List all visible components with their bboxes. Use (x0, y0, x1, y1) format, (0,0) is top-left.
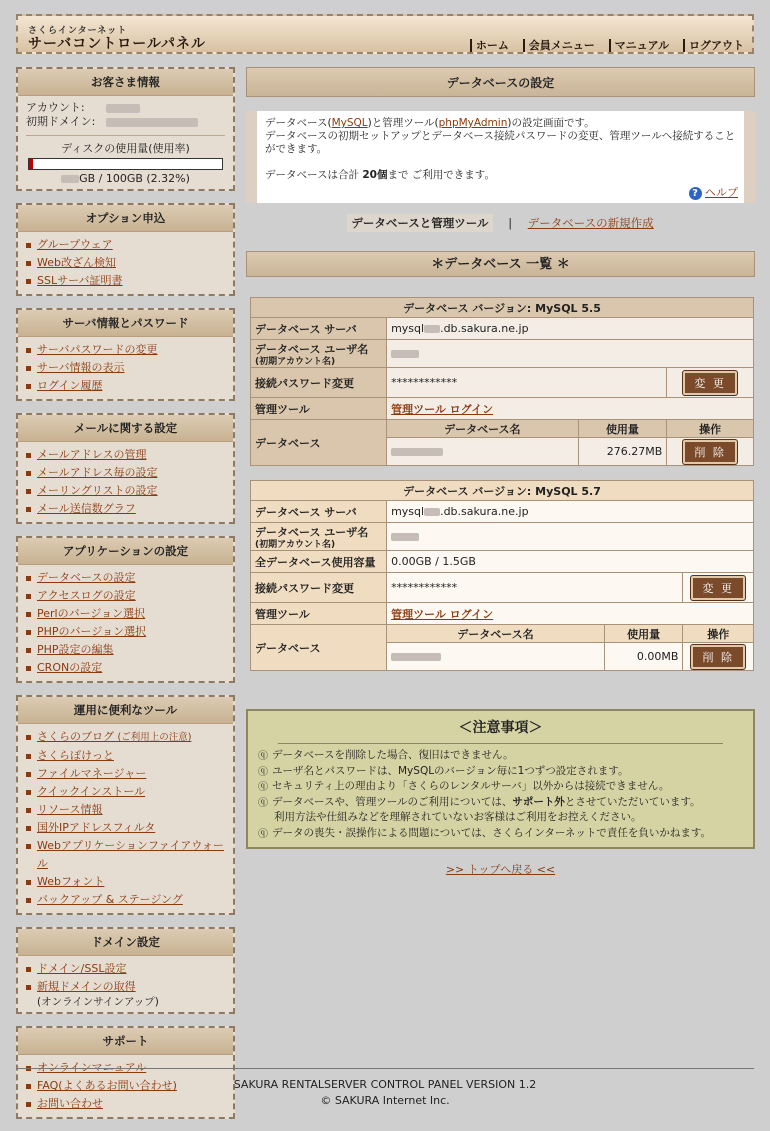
tools-item (24, 747, 227, 765)
db-caption: データベース バージョン: MySQL 5.7 (251, 481, 754, 501)
admin-tool-login-link[interactable]: 管理ツール ログイン (391, 402, 494, 416)
db-user-label: データベース ユーザ名 (初期アカウント名) (251, 523, 387, 551)
mail-item (24, 500, 227, 518)
mail-address-manage-link[interactable]: メールアドレスの管理 (37, 448, 147, 461)
tools-item (24, 783, 227, 801)
tab-new-database[interactable]: データベースの新規作成 (527, 216, 654, 230)
help-icon: ? (689, 187, 702, 200)
tab-db-and-tools[interactable]: データベースと管理ツール (347, 214, 492, 232)
footer-version: SAKURA RENTALSERVER CONTROL PANEL VERSION 1.2 (233, 1078, 537, 1091)
back-to-top-link[interactable]: >> トップへ戻る << (445, 863, 556, 876)
db-name-redacted (387, 643, 605, 671)
admin-tool-label: 管理ツール (251, 398, 387, 420)
account-label: アカウント: (26, 101, 85, 114)
tab-separator: | (508, 216, 513, 230)
brand-title: サーバコントロールパネル (28, 36, 207, 52)
app-item (24, 641, 227, 659)
mail-item (24, 446, 227, 464)
cron-settings-link[interactable]: CRONの設定 (37, 661, 103, 674)
brand-small: さくらインターネット (28, 26, 128, 36)
quick-install-link[interactable]: クイックインストール (37, 785, 146, 798)
db-total-usage-label: 全データベース使用容量 (251, 551, 387, 573)
mysql-link[interactable]: MySQL (331, 117, 368, 129)
nav-member-menu[interactable]: 会員メニュー (523, 39, 595, 52)
database-settings-link[interactable]: データベースの設定 (37, 571, 136, 584)
foreign-ip-filter-link[interactable]: 国外IPアドレスフィルタ (37, 821, 156, 834)
disk-usage-fill (29, 159, 33, 169)
domain-label: 初期ドメイン: (26, 115, 96, 128)
col-db-name: データベース名 (387, 625, 605, 643)
file-manager-link[interactable]: ファイルマネージャー (37, 767, 147, 780)
nav-manual[interactable]: マニュアル (609, 39, 670, 52)
database-label: データベース (251, 420, 387, 466)
sakura-blog-link[interactable]: さくらのブログ (ご利用上の注意) (37, 730, 192, 743)
online-manual-link[interactable]: オンラインマニュアル (37, 1061, 147, 1074)
intro-panel (246, 111, 755, 203)
main-content (246, 67, 755, 877)
col-db-name: データベース名 (387, 420, 579, 438)
tools-box (16, 695, 235, 915)
delete-database-button[interactable]: 削 除 (683, 440, 737, 464)
change-password-button[interactable]: 変 更 (683, 371, 737, 395)
customer-info-box (16, 67, 235, 191)
notice-item: ⓠ データベースや、管理ツールのご利用については、サポート外とさせていただいています。 利用方法や仕組みなどを理解されていないお客様はご利用をお控えください。 (258, 795, 701, 823)
top-nav (460, 37, 744, 53)
server-box (16, 308, 235, 401)
col-usage: 使用量 (604, 625, 683, 643)
col-operation: 操作 (683, 625, 754, 643)
notice-icon: ⓠ (258, 751, 268, 762)
tools-item (24, 819, 227, 837)
domain-title: ドメイン設定 (18, 929, 233, 956)
web-tamper-detect-link[interactable]: Web改ざん検知 (37, 256, 116, 269)
app-item (24, 659, 227, 677)
db-name-redacted (387, 438, 579, 466)
intro-line-3: データベースは合計 20個まで ご利用できます。 (265, 169, 495, 181)
option-item (24, 236, 227, 254)
support-title: サポート (18, 1028, 233, 1055)
notice-icon: ⓠ (258, 782, 268, 793)
app-title: アプリケーションの設定 (18, 538, 233, 565)
nav-logout[interactable]: ログアウト (683, 39, 744, 52)
db-password-value: ************ (387, 573, 683, 603)
faq-link[interactable]: FAQ(よくあるお問い合わせ) (37, 1079, 177, 1092)
new-domain-link[interactable]: 新規ドメインの取得 (37, 980, 136, 993)
db-password-value: ************ (387, 368, 667, 398)
php-version-link[interactable]: PHPのバージョン選択 (37, 625, 147, 638)
access-log-link[interactable]: アクセスログの設定 (37, 589, 136, 602)
mail-box (16, 413, 235, 524)
domain-item (24, 978, 227, 1008)
app-box (16, 536, 235, 683)
col-operation: 操作 (667, 420, 754, 438)
server-info-link[interactable]: サーバ情報の表示 (37, 361, 125, 374)
admin-tool-label: 管理ツール (251, 603, 387, 625)
notice-item: ⓠ ユーザ名とパスワードは、MySQLのバージョン毎に1つずつ設定されます。 (258, 764, 743, 780)
domain-value-redacted (106, 118, 198, 127)
tools-item (24, 728, 227, 747)
disk-usage-title: ディスクの使用量(使用率) (26, 135, 225, 156)
app-item (24, 605, 227, 623)
contact-link[interactable]: お問い合わせ (37, 1097, 103, 1110)
db-user-value-redacted (387, 523, 754, 551)
disk-usage-text: GB / 100GB (2.32%) (26, 172, 225, 185)
backup-staging-link[interactable]: バックアップ & ステージング (37, 893, 183, 906)
database-label: データベース (251, 625, 387, 671)
resource-info-link[interactable]: リソース情報 (37, 803, 103, 816)
tools-item (24, 801, 227, 819)
server-item (24, 377, 227, 395)
notice-item: ⓠ データの喪失・誤操作による問題については、さくらインターネットで責任を負いかねます。 (258, 826, 743, 842)
mail-address-settings-link[interactable]: メールアドレス毎の設定 (37, 466, 158, 479)
server-password-link[interactable]: サーバパスワードの変更 (37, 343, 158, 356)
server-title: サーバ情報とパスワード (18, 310, 233, 337)
app-item (24, 587, 227, 605)
tools-item (24, 873, 227, 891)
notice-icon: ⓠ (258, 766, 268, 778)
ssl-cert-link[interactable]: SSLサーバ証明書 (37, 274, 123, 287)
domain-box (16, 927, 235, 1014)
groupware-link[interactable]: グループウェア (37, 238, 113, 251)
col-usage: 使用量 (578, 420, 667, 438)
change-password-button[interactable]: 変 更 (691, 576, 745, 600)
waf-link[interactable]: Webアプリケーションファイアウォール (37, 839, 224, 870)
mail-item (24, 464, 227, 482)
php-settings-link[interactable]: PHP設定の編集 (37, 643, 114, 656)
notice-item: ⓠ セキュリティ上の理由より「さくらのレンタルサーバ」以外からは接続できません。 (258, 779, 743, 795)
disk-usage-bar (28, 158, 223, 170)
sidebar (16, 67, 235, 1131)
mail-item (24, 482, 227, 500)
online-signup-note: (オンラインサインアップ) (37, 996, 159, 1008)
db-usage: 276.27MB (578, 438, 667, 466)
page-title: データベースの設定 (246, 67, 755, 97)
option-box (16, 203, 235, 296)
domain-item (24, 960, 227, 978)
tools-item (24, 891, 227, 909)
option-title: オプション申込 (18, 205, 233, 232)
notice-title: ＜注意事項＞ (458, 720, 543, 736)
mail-title: メールに関する設定 (18, 415, 233, 442)
customer-info-title: お客さま情報 (18, 69, 233, 96)
intro-line-2: データベースの初期セットアップとデータベース接続パスワードの変更、管理ツールへ接続することができます。 (265, 130, 736, 155)
db-table-mysql57 (250, 480, 754, 671)
intro-line-1: データベース(MySQL)と管理ツール(phpMyAdmin)の設定画面です。 (265, 117, 595, 129)
header (16, 14, 754, 54)
db-server-label: データベース サーバ (251, 501, 387, 523)
sakura-pocket-link[interactable]: さくらぽけっと (37, 749, 114, 762)
app-item (24, 623, 227, 641)
db-total-usage-value: 0.00GB / 1.5GB (387, 551, 754, 573)
db-user-value-redacted (387, 340, 754, 368)
notice-box (246, 709, 755, 849)
phpmyadmin-link[interactable]: phpMyAdmin (438, 117, 508, 129)
admin-tool-login-link[interactable]: 管理ツール ログイン (391, 607, 494, 621)
db-password-label: 接続パスワード変更 (251, 368, 387, 398)
footer (16, 1068, 754, 1109)
db-list-title: ＊データベース 一覧 ＊ (246, 251, 755, 277)
mailing-list-link[interactable]: メーリングリストの設定 (37, 484, 158, 497)
db-caption: データベース バージョン: MySQL 5.5 (251, 298, 754, 318)
account-value-redacted (106, 104, 140, 113)
option-item (24, 272, 227, 290)
db-tabs (246, 215, 755, 231)
domain-ssl-link[interactable]: ドメイン/SSL設定 (37, 962, 127, 975)
app-item (24, 569, 227, 587)
web-font-link[interactable]: Webフォント (37, 875, 105, 888)
db-user-label: データベース ユーザ名 (初期アカウント名) (251, 340, 387, 368)
db-server-value: mysql .db.sakura.ne.jp (387, 318, 754, 340)
notice-icon: ⓠ (258, 828, 268, 840)
tools-item (24, 837, 227, 873)
notice-item: ⓠ データベースを削除した場合、復旧はできません。 (258, 748, 743, 764)
help-link[interactable]: ? ヘルプ (689, 186, 739, 200)
perl-version-link[interactable]: Perlのバージョン選択 (37, 607, 146, 620)
delete-database-button[interactable]: 削 除 (691, 645, 745, 669)
option-item (24, 254, 227, 272)
blog-note: (ご利用上の注意) (117, 732, 192, 743)
tools-item (24, 765, 227, 783)
db-table-mysql55 (250, 297, 754, 466)
notice-icon: ⓠ (258, 797, 268, 809)
db-usage: 0.00MB (604, 643, 683, 671)
login-history-link[interactable]: ログイン履歴 (37, 379, 103, 392)
nav-home[interactable]: ホーム (470, 39, 509, 52)
db-server-label: データベース サーバ (251, 318, 387, 340)
tools-title: 運用に便利なツール (18, 697, 233, 724)
db-password-label: 接続パスワード変更 (251, 573, 387, 603)
server-item (24, 359, 227, 377)
server-item (24, 341, 227, 359)
db-server-value: mysql .db.sakura.ne.jp (387, 501, 754, 523)
mail-send-graph-link[interactable]: メール送信数グラフ (37, 502, 136, 515)
footer-copyright: © SAKURA Internet Inc. (320, 1094, 450, 1107)
